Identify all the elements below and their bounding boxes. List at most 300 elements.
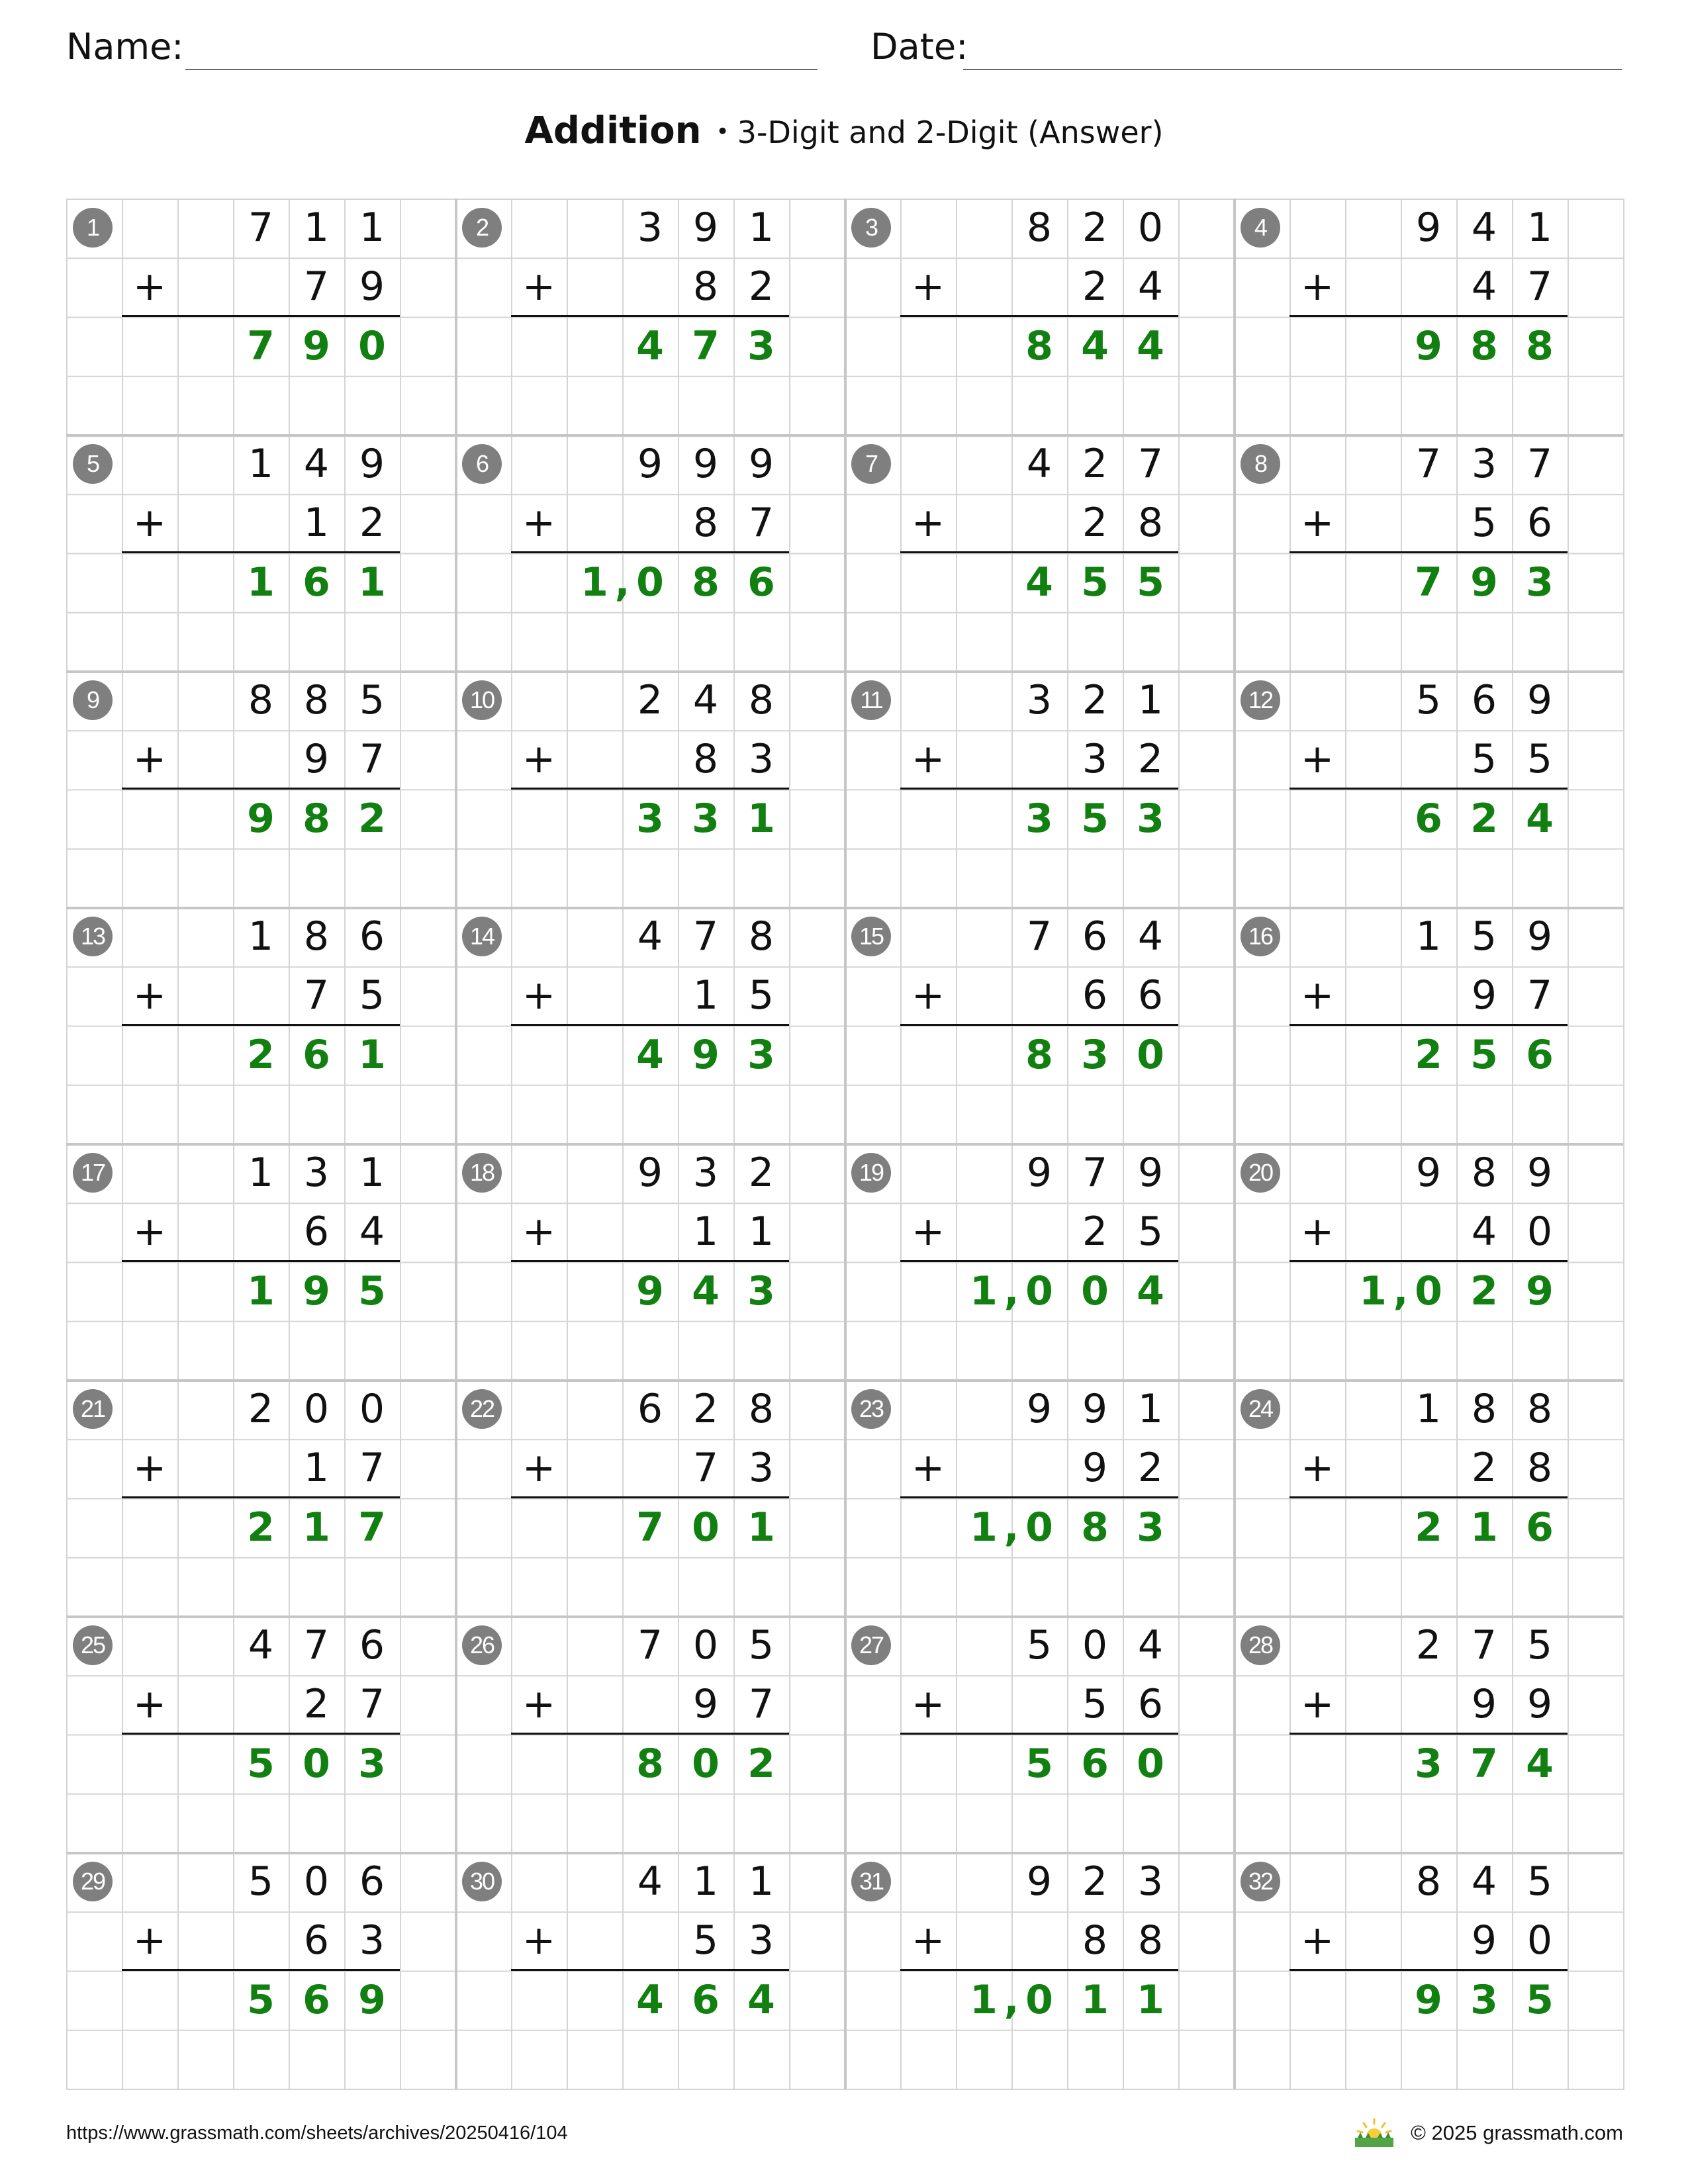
answer-digit: 4 (636, 1031, 664, 1078)
top-operand-digit: 0 (1082, 1622, 1108, 1668)
top-operand-digit: 0 (303, 1386, 330, 1432)
problem-number-badge: 25 (73, 1625, 113, 1665)
problem-block (845, 435, 1234, 671)
top-operand-digit: 7 (1137, 441, 1164, 487)
top-operand-digit: 4 (692, 677, 719, 723)
answer-thousands-comma: , (1393, 1267, 1409, 1314)
plus-sign: + (911, 500, 945, 546)
answer-digit: 0 (1025, 1267, 1053, 1314)
top-operand-digit: 1 (1415, 913, 1442, 960)
answer-digit: 7 (1470, 1740, 1498, 1787)
plus-sign: + (911, 1445, 945, 1491)
top-operand-digit: 2 (1082, 677, 1108, 723)
top-operand-digit: 8 (303, 913, 330, 960)
problem-number-badge: 13 (73, 917, 113, 956)
plus-sign: + (522, 500, 556, 546)
answer-digit: 5 (1526, 1976, 1554, 2023)
answer-digit: 1 (303, 1504, 330, 1551)
answer-digit: 5 (1081, 559, 1109, 606)
problem-number-badge: 16 (1241, 917, 1280, 956)
top-operand-digit: 1 (1137, 677, 1164, 723)
problem-block (1234, 1616, 1623, 1852)
top-operand-digit: 4 (1471, 205, 1497, 251)
answer-digit: 2 (358, 795, 386, 842)
top-operand-digit: 8 (1471, 1150, 1497, 1196)
problem-block (455, 1616, 845, 1852)
answer-digit: 9 (636, 1267, 664, 1314)
bottom-operand-digit: 1 (692, 972, 719, 1019)
top-operand-digit: 2 (1082, 205, 1108, 251)
problem-number-badge: 18 (462, 1153, 502, 1193)
problem-block (1234, 671, 1623, 907)
problem-block (1234, 907, 1623, 1144)
problem-number-badge: 6 (462, 444, 502, 484)
bottom-operand-digit: 6 (303, 1917, 330, 1964)
plus-sign: + (132, 263, 167, 310)
answer-digit: 3 (692, 795, 720, 842)
date-label: Date: (870, 26, 968, 68)
bottom-operand-digit: 1 (692, 1208, 719, 1255)
top-operand-digit: 8 (748, 913, 774, 960)
problem-number-badge: 30 (462, 1862, 502, 1901)
title-main: Addition (524, 109, 702, 152)
top-operand-digit: 7 (1526, 441, 1553, 487)
plus-sign: + (1300, 1917, 1335, 1964)
problem-block (66, 907, 455, 1144)
answer-digit: 2 (1415, 1504, 1442, 1551)
bottom-operand-digit: 9 (692, 1681, 719, 1728)
problem-block (845, 199, 1234, 435)
bottom-operand-digit: 5 (1137, 1208, 1164, 1255)
answer-digit: 3 (1025, 795, 1053, 842)
top-operand-digit: 7 (637, 1622, 663, 1668)
top-operand-digit: 1 (1137, 1386, 1164, 1432)
answer-digit: 3 (1415, 1740, 1442, 1787)
top-operand-digit: 9 (1415, 1150, 1442, 1196)
answer-digit: 3 (1526, 559, 1554, 606)
answer-digit: 4 (1526, 795, 1554, 842)
bottom-operand-digit: 7 (1526, 972, 1553, 1019)
problem-block (66, 671, 455, 907)
top-operand-digit: 1 (1415, 1386, 1442, 1432)
footer-copyright: © 2025 grassmath.com (1411, 2121, 1623, 2144)
top-operand-digit: 9 (1026, 1150, 1053, 1196)
answer-digit: 5 (247, 1740, 275, 1787)
top-operand-digit: 9 (1526, 913, 1553, 960)
top-operand-digit: 5 (748, 1622, 774, 1668)
top-operand-digit: 3 (692, 1150, 719, 1196)
bottom-operand-digit: 4 (1137, 263, 1164, 310)
top-operand-digit: 1 (359, 205, 385, 251)
bottom-operand-digit: 8 (692, 736, 719, 783)
answer-digit: 0 (636, 559, 664, 606)
answer-digit: 8 (1025, 322, 1053, 369)
problem-block (455, 1144, 845, 1380)
plus-sign: + (1300, 1445, 1335, 1491)
bottom-operand-digit: 4 (1471, 263, 1497, 310)
bottom-operand-digit: 7 (303, 972, 330, 1019)
top-operand-digit: 7 (1471, 1622, 1497, 1668)
problem-number-badge: 28 (1241, 1625, 1280, 1665)
answer-digit: 3 (1081, 1031, 1109, 1078)
answer-digit: 3 (1470, 1976, 1498, 2023)
plus-sign: + (132, 1208, 167, 1255)
answer-digit: 0 (1081, 1267, 1109, 1314)
top-operand-digit: 8 (1526, 1386, 1553, 1432)
bottom-operand-digit: 5 (1082, 1681, 1108, 1728)
top-operand-digit: 0 (359, 1386, 385, 1432)
answer-digit: 6 (747, 559, 775, 606)
plus-sign: + (911, 736, 945, 782)
answer-digit: 0 (1025, 1504, 1053, 1551)
bottom-operand-digit: 5 (692, 1917, 719, 1964)
problem-number-badge: 5 (73, 444, 113, 484)
top-operand-digit: 1 (359, 1150, 385, 1196)
top-operand-digit: 4 (637, 1858, 663, 1905)
top-operand-digit: 2 (1415, 1622, 1442, 1668)
answer-digit: 1 (358, 559, 386, 606)
answer-digit: 1 (1359, 1267, 1387, 1314)
answer-thousands-comma: , (1004, 1976, 1019, 2023)
problem-block (66, 1852, 455, 2089)
top-operand-digit: 9 (1082, 1386, 1108, 1432)
bottom-operand-digit: 2 (1137, 1445, 1164, 1492)
top-operand-digit: 7 (303, 1622, 330, 1668)
answer-digit: 3 (1137, 1504, 1164, 1551)
bottom-operand-digit: 2 (303, 1681, 330, 1728)
bottom-operand-digit: 1 (303, 1445, 330, 1492)
bottom-operand-digit: 8 (1526, 1445, 1553, 1492)
bottom-operand-digit: 9 (1082, 1445, 1108, 1492)
top-operand-digit: 8 (1471, 1386, 1497, 1432)
answer-digit: 7 (1415, 559, 1442, 606)
answer-digit: 1 (358, 1031, 386, 1078)
plus-sign: + (522, 1917, 556, 1964)
top-operand-digit: 6 (359, 1858, 385, 1905)
name-label: Name: (66, 26, 184, 68)
plus-sign: + (132, 736, 167, 782)
bottom-operand-digit: 3 (748, 736, 774, 783)
bottom-operand-digit: 1 (303, 500, 330, 547)
top-operand-digit: 0 (303, 1858, 330, 1905)
top-operand-digit: 6 (359, 913, 385, 960)
answer-thousands-comma: , (1004, 1267, 1019, 1314)
answer-digit: 2 (247, 1031, 275, 1078)
top-operand-digit: 1 (248, 1150, 274, 1196)
problem-block (66, 1616, 455, 1852)
bottom-operand-digit: 9 (359, 263, 385, 310)
answer-digit: 4 (1526, 1740, 1554, 1787)
bottom-operand-digit: 7 (1526, 263, 1553, 310)
bottom-operand-digit: 2 (1082, 1208, 1108, 1255)
problem-block (845, 1852, 1234, 2089)
top-operand-digit: 7 (1026, 913, 1053, 960)
date-field[interactable] (963, 69, 1622, 70)
top-operand-digit: 5 (1415, 677, 1442, 723)
top-operand-digit: 4 (1137, 913, 1164, 960)
problem-block (455, 435, 845, 671)
top-operand-digit: 8 (303, 677, 330, 723)
title-bullet: • (716, 118, 729, 145)
answer-digit: 9 (692, 1031, 720, 1078)
top-operand-digit: 9 (359, 441, 385, 487)
bottom-operand-digit: 5 (1526, 736, 1553, 783)
answer-digit: 4 (1137, 1267, 1164, 1314)
top-operand-digit: 8 (748, 677, 774, 723)
answer-digit: 1 (1137, 1976, 1164, 2023)
bottom-operand-digit: 5 (1471, 500, 1497, 547)
bottom-operand-digit: 9 (1471, 972, 1497, 1019)
plus-sign: + (1300, 1208, 1335, 1255)
answer-digit: 2 (247, 1504, 275, 1551)
top-operand-digit: 2 (1082, 1858, 1108, 1905)
plus-sign: + (522, 1445, 556, 1491)
top-operand-digit: 9 (692, 205, 719, 251)
top-operand-digit: 3 (1026, 677, 1053, 723)
answer-digit: 0 (1415, 1267, 1442, 1314)
problem-block (1234, 1144, 1623, 1380)
problem-number-badge: 32 (1241, 1862, 1280, 1901)
bottom-operand-digit: 8 (1137, 500, 1164, 547)
answer-digit: 9 (1415, 322, 1442, 369)
top-operand-digit: 3 (1471, 441, 1497, 487)
top-operand-digit: 2 (748, 1150, 774, 1196)
top-operand-digit: 9 (748, 441, 774, 487)
problem-number-badge: 10 (462, 680, 502, 720)
problem-block (66, 435, 455, 671)
bottom-operand-digit: 7 (359, 736, 385, 783)
answer-digit: 0 (692, 1504, 720, 1551)
bottom-operand-digit: 7 (692, 1445, 719, 1492)
answer-digit: 3 (358, 1740, 386, 1787)
answer-digit: 6 (1526, 1504, 1554, 1551)
top-operand-digit: 9 (637, 1150, 663, 1196)
title-subtitle: 3-Digit and 2-Digit (Answer) (737, 114, 1164, 150)
problem-number-badge: 17 (73, 1153, 113, 1193)
top-operand-digit: 9 (1026, 1386, 1053, 1432)
problem-number-badge: 8 (1241, 444, 1280, 484)
top-operand-digit: 6 (637, 1386, 663, 1432)
answer-digit: 0 (692, 1740, 720, 1787)
plus-sign: + (132, 1445, 167, 1491)
answer-digit: 5 (1470, 1031, 1498, 1078)
answer-digit: 0 (1025, 1976, 1053, 2023)
top-operand-digit: 5 (1026, 1622, 1053, 1668)
problem-number-badge: 1 (73, 208, 113, 248)
answer-digit: 0 (1137, 1031, 1164, 1078)
top-operand-digit: 4 (1137, 1622, 1164, 1668)
answer-digit: 6 (303, 1976, 330, 2023)
answer-digit: 8 (692, 559, 720, 606)
problem-number-badge: 26 (462, 1625, 502, 1665)
name-field[interactable] (185, 69, 818, 70)
top-operand-digit: 7 (248, 205, 274, 251)
plus-sign: + (911, 1917, 945, 1964)
plus-sign: + (522, 263, 556, 310)
problem-block (66, 199, 455, 435)
bottom-operand-digit: 3 (748, 1445, 774, 1492)
footer-brand (1352, 2118, 1623, 2148)
top-operand-digit: 6 (359, 1622, 385, 1668)
top-operand-digit: 2 (1082, 441, 1108, 487)
bottom-operand-digit: 7 (359, 1681, 385, 1728)
problem-number-badge: 29 (73, 1862, 113, 1901)
bottom-operand-digit: 2 (1471, 1445, 1497, 1492)
bottom-operand-digit: 6 (1137, 972, 1164, 1019)
bottom-operand-digit: 6 (1526, 500, 1553, 547)
answer-digit: 6 (692, 1976, 720, 2023)
answer-digit: 7 (692, 322, 720, 369)
problem-block (1234, 1380, 1623, 1616)
answer-digit: 9 (303, 322, 330, 369)
answer-digit: 3 (636, 795, 664, 842)
answer-digit: 1 (1081, 1976, 1109, 2023)
problem-number-badge: 23 (851, 1389, 891, 1429)
top-operand-digit: 1 (1526, 205, 1553, 251)
answer-digit: 9 (358, 1976, 386, 2023)
bottom-operand-digit: 8 (1082, 1917, 1108, 1964)
top-operand-digit: 6 (1471, 677, 1497, 723)
answer-digit: 6 (1526, 1031, 1554, 1078)
answer-digit: 2 (1470, 1267, 1498, 1314)
bottom-operand-digit: 2 (1082, 263, 1108, 310)
top-operand-digit: 9 (1137, 1150, 1164, 1196)
answer-digit: 2 (1470, 795, 1498, 842)
problem-block (1234, 199, 1623, 435)
answer-digit: 3 (747, 1267, 775, 1314)
top-operand-digit: 9 (692, 441, 719, 487)
problem-number-badge: 21 (73, 1389, 113, 1429)
bottom-operand-digit: 4 (359, 1208, 385, 1255)
grass-sun-logo-icon (1352, 2118, 1396, 2148)
problem-block (455, 1852, 845, 2089)
bottom-operand-digit: 5 (748, 972, 774, 1019)
answer-digit: 8 (303, 795, 330, 842)
problem-number-badge: 22 (462, 1389, 502, 1429)
plus-sign: + (911, 1681, 945, 1727)
top-operand-digit: 5 (359, 677, 385, 723)
answer-digit: 5 (1025, 1740, 1053, 1787)
answer-digit: 1 (747, 1504, 775, 1551)
problem-number-badge: 20 (1241, 1153, 1280, 1193)
bottom-operand-digit: 9 (1471, 1681, 1497, 1728)
bottom-operand-digit: 0 (1526, 1917, 1553, 1964)
top-operand-digit: 9 (1026, 1858, 1053, 1905)
bottom-operand-digit: 2 (1082, 500, 1108, 547)
problem-number-badge: 27 (851, 1625, 891, 1665)
answer-digit: 5 (1137, 559, 1164, 606)
top-operand-digit: 8 (748, 1386, 774, 1432)
bottom-operand-digit: 6 (303, 1208, 330, 1255)
answer-digit: 6 (1081, 1740, 1109, 1787)
bottom-operand-digit: 6 (1137, 1681, 1164, 1728)
problem-number-badge: 9 (73, 680, 113, 720)
bottom-operand-digit: 7 (748, 500, 774, 547)
answer-digit: 6 (303, 1031, 330, 1078)
top-operand-digit: 0 (1137, 205, 1164, 251)
answer-digit: 5 (247, 1976, 275, 2023)
top-operand-digit: 1 (303, 205, 330, 251)
answer-digit: 9 (1470, 559, 1498, 606)
answer-digit: 0 (358, 322, 386, 369)
problem-number-badge: 7 (851, 444, 891, 484)
plus-sign: + (132, 1917, 167, 1964)
plus-sign: + (911, 263, 945, 310)
problem-block (455, 1380, 845, 1616)
bottom-operand-digit: 8 (692, 500, 719, 547)
problem-block (845, 907, 1234, 1144)
problem-number-badge: 4 (1241, 208, 1280, 248)
problem-number-badge: 14 (462, 917, 502, 956)
problem-number-badge: 12 (1241, 680, 1280, 720)
plus-sign: + (522, 1208, 556, 1255)
bottom-operand-digit: 7 (303, 263, 330, 310)
answer-digit: 4 (1137, 322, 1164, 369)
top-operand-digit: 8 (1415, 1858, 1442, 1905)
answer-digit: 1 (1470, 1504, 1498, 1551)
plus-sign: + (132, 972, 167, 1019)
answer-digit: 4 (1025, 559, 1053, 606)
answer-thousands-comma: , (1004, 1504, 1019, 1551)
answer-digit: 7 (247, 322, 275, 369)
top-operand-digit: 9 (1526, 1150, 1553, 1196)
plus-sign: + (522, 972, 556, 1019)
plus-sign: + (911, 972, 945, 1019)
bottom-operand-digit: 3 (748, 1917, 774, 1964)
top-operand-digit: 8 (1026, 205, 1053, 251)
answer-digit: 4 (1081, 322, 1109, 369)
bottom-operand-digit: 2 (748, 263, 774, 310)
answer-digit: 1 (970, 1267, 998, 1314)
problem-block (845, 1616, 1234, 1852)
top-operand-digit: 1 (248, 913, 274, 960)
answer-digit: 1 (247, 559, 275, 606)
answer-digit: 9 (1526, 1267, 1554, 1314)
problem-block (845, 671, 1234, 907)
top-operand-digit: 2 (248, 1386, 274, 1432)
top-operand-digit: 4 (248, 1622, 274, 1668)
answer-digit: 4 (747, 1976, 775, 2023)
answer-digit: 3 (747, 322, 775, 369)
bottom-operand-digit: 8 (692, 263, 719, 310)
top-operand-digit: 8 (248, 677, 274, 723)
top-operand-digit: 4 (637, 913, 663, 960)
problem-block (66, 1380, 455, 1616)
top-operand-digit: 3 (637, 205, 663, 251)
problem-block (66, 1144, 455, 1380)
top-operand-digit: 5 (1471, 913, 1497, 960)
bottom-operand-digit: 0 (1526, 1208, 1553, 1255)
plus-sign: + (132, 1681, 167, 1727)
plus-sign: + (1300, 500, 1335, 546)
bottom-operand-digit: 7 (359, 1445, 385, 1492)
answer-digit: 4 (692, 1267, 720, 1314)
answer-digit: 8 (1025, 1031, 1053, 1078)
top-operand-digit: 3 (1137, 1858, 1164, 1905)
answer-digit: 6 (303, 559, 330, 606)
top-operand-digit: 4 (1026, 441, 1053, 487)
answer-digit: 1 (247, 1267, 275, 1314)
answer-digit: 9 (247, 795, 275, 842)
plus-sign: + (132, 500, 167, 546)
bottom-operand-digit: 9 (1526, 1681, 1553, 1728)
top-operand-digit: 2 (637, 677, 663, 723)
answer-digit: 9 (1415, 1976, 1442, 2023)
answer-digit: 4 (636, 322, 664, 369)
top-operand-digit: 1 (248, 441, 274, 487)
answer-digit: 0 (1137, 1740, 1164, 1787)
top-operand-digit: 1 (748, 205, 774, 251)
